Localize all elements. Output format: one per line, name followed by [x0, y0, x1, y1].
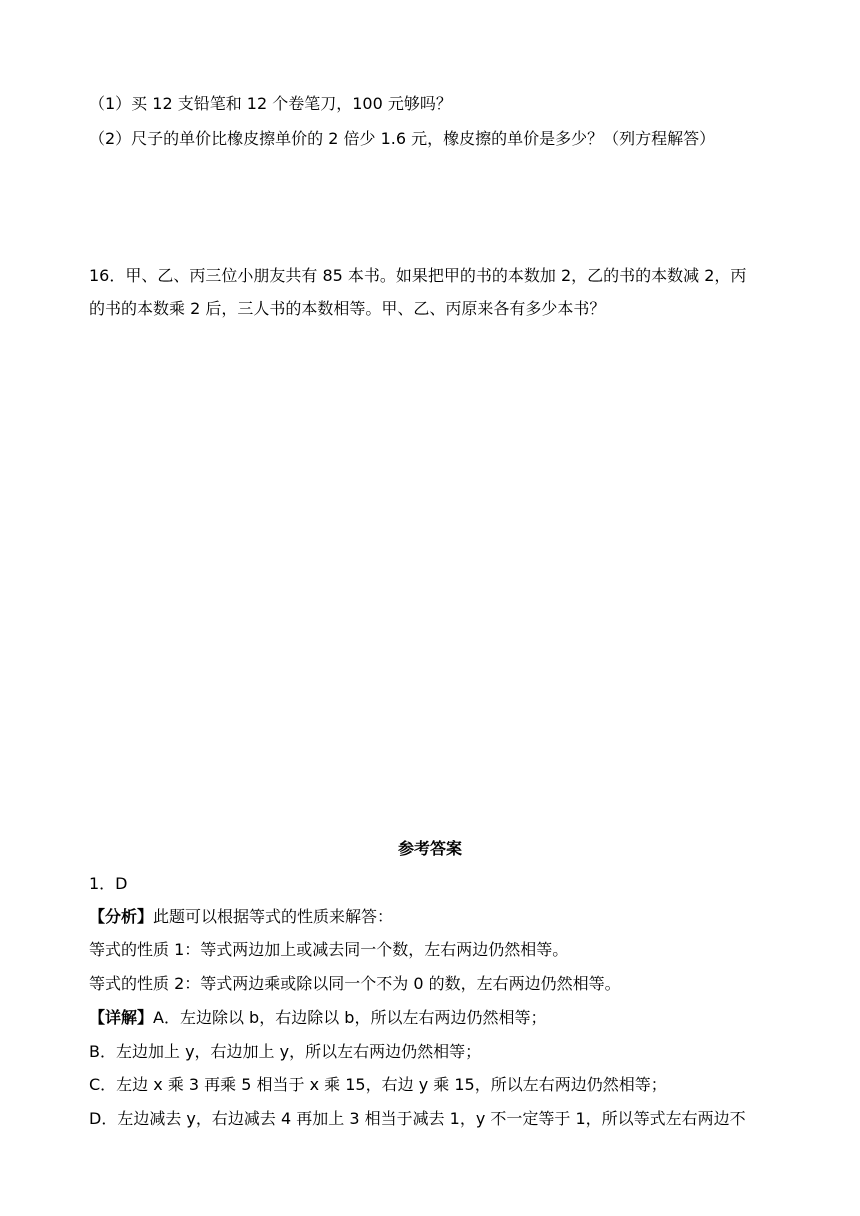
analysis-text: 此题可以根据等式的性质来解答：	[153, 907, 394, 926]
question-16-line-2: 的书的本数乘 2 后，三人书的本数相等。甲、乙、丙原来各有多少本书？	[89, 299, 606, 318]
property-1: 等式的性质 1：等式两边加上或减去同一个数，左右两边仍然相等。	[89, 940, 569, 959]
property-2: 等式的性质 2：等式两边乘或除以同一个不为 0 的数，左右两边仍然相等。	[89, 974, 621, 993]
detail-line-d: D．左边减去 y，右边减去 4 再加上 3 相当于减去 1，y 不一定等于 1，所以等式左右两边不	[89, 1109, 746, 1128]
detail-line-a	[89, 1006, 784, 1030]
detail-line-b: B．左边加上 y，右边加上 y，所以左右两边仍然相等；	[89, 1042, 482, 1061]
answer-1: 1．D	[89, 874, 128, 893]
detail-line-c: C．左边 x 乘 3 再乘 5 相当于 x 乘 15，右边 y 乘 15，所以左右两边仍然相等；	[89, 1075, 667, 1094]
question-15-part-1: （1）买 12 支铅笔和 12 个卷笔刀，100 元够吗？	[89, 94, 452, 113]
analysis-line	[89, 905, 784, 929]
detail-a-text: A．左边除以 b，右边除以 b，所以左右两边仍然相等；	[153, 1008, 547, 1027]
detail-tag: 【详解】	[89, 1008, 154, 1027]
answers-title: 参考答案	[397, 839, 462, 858]
question-16-line-1: 16．甲、乙、丙三位小朋友共有 85 本书。如果把甲的书的本数加 2，乙的书的本数减 2，丙	[89, 266, 747, 285]
analysis-tag: 【分析】	[89, 907, 154, 926]
question-15-part-2: （2）尺子的单价比橡皮擦单价的 2 倍少 1.6 元，橡皮擦的单价是多少？（列方程解答）	[89, 129, 716, 148]
